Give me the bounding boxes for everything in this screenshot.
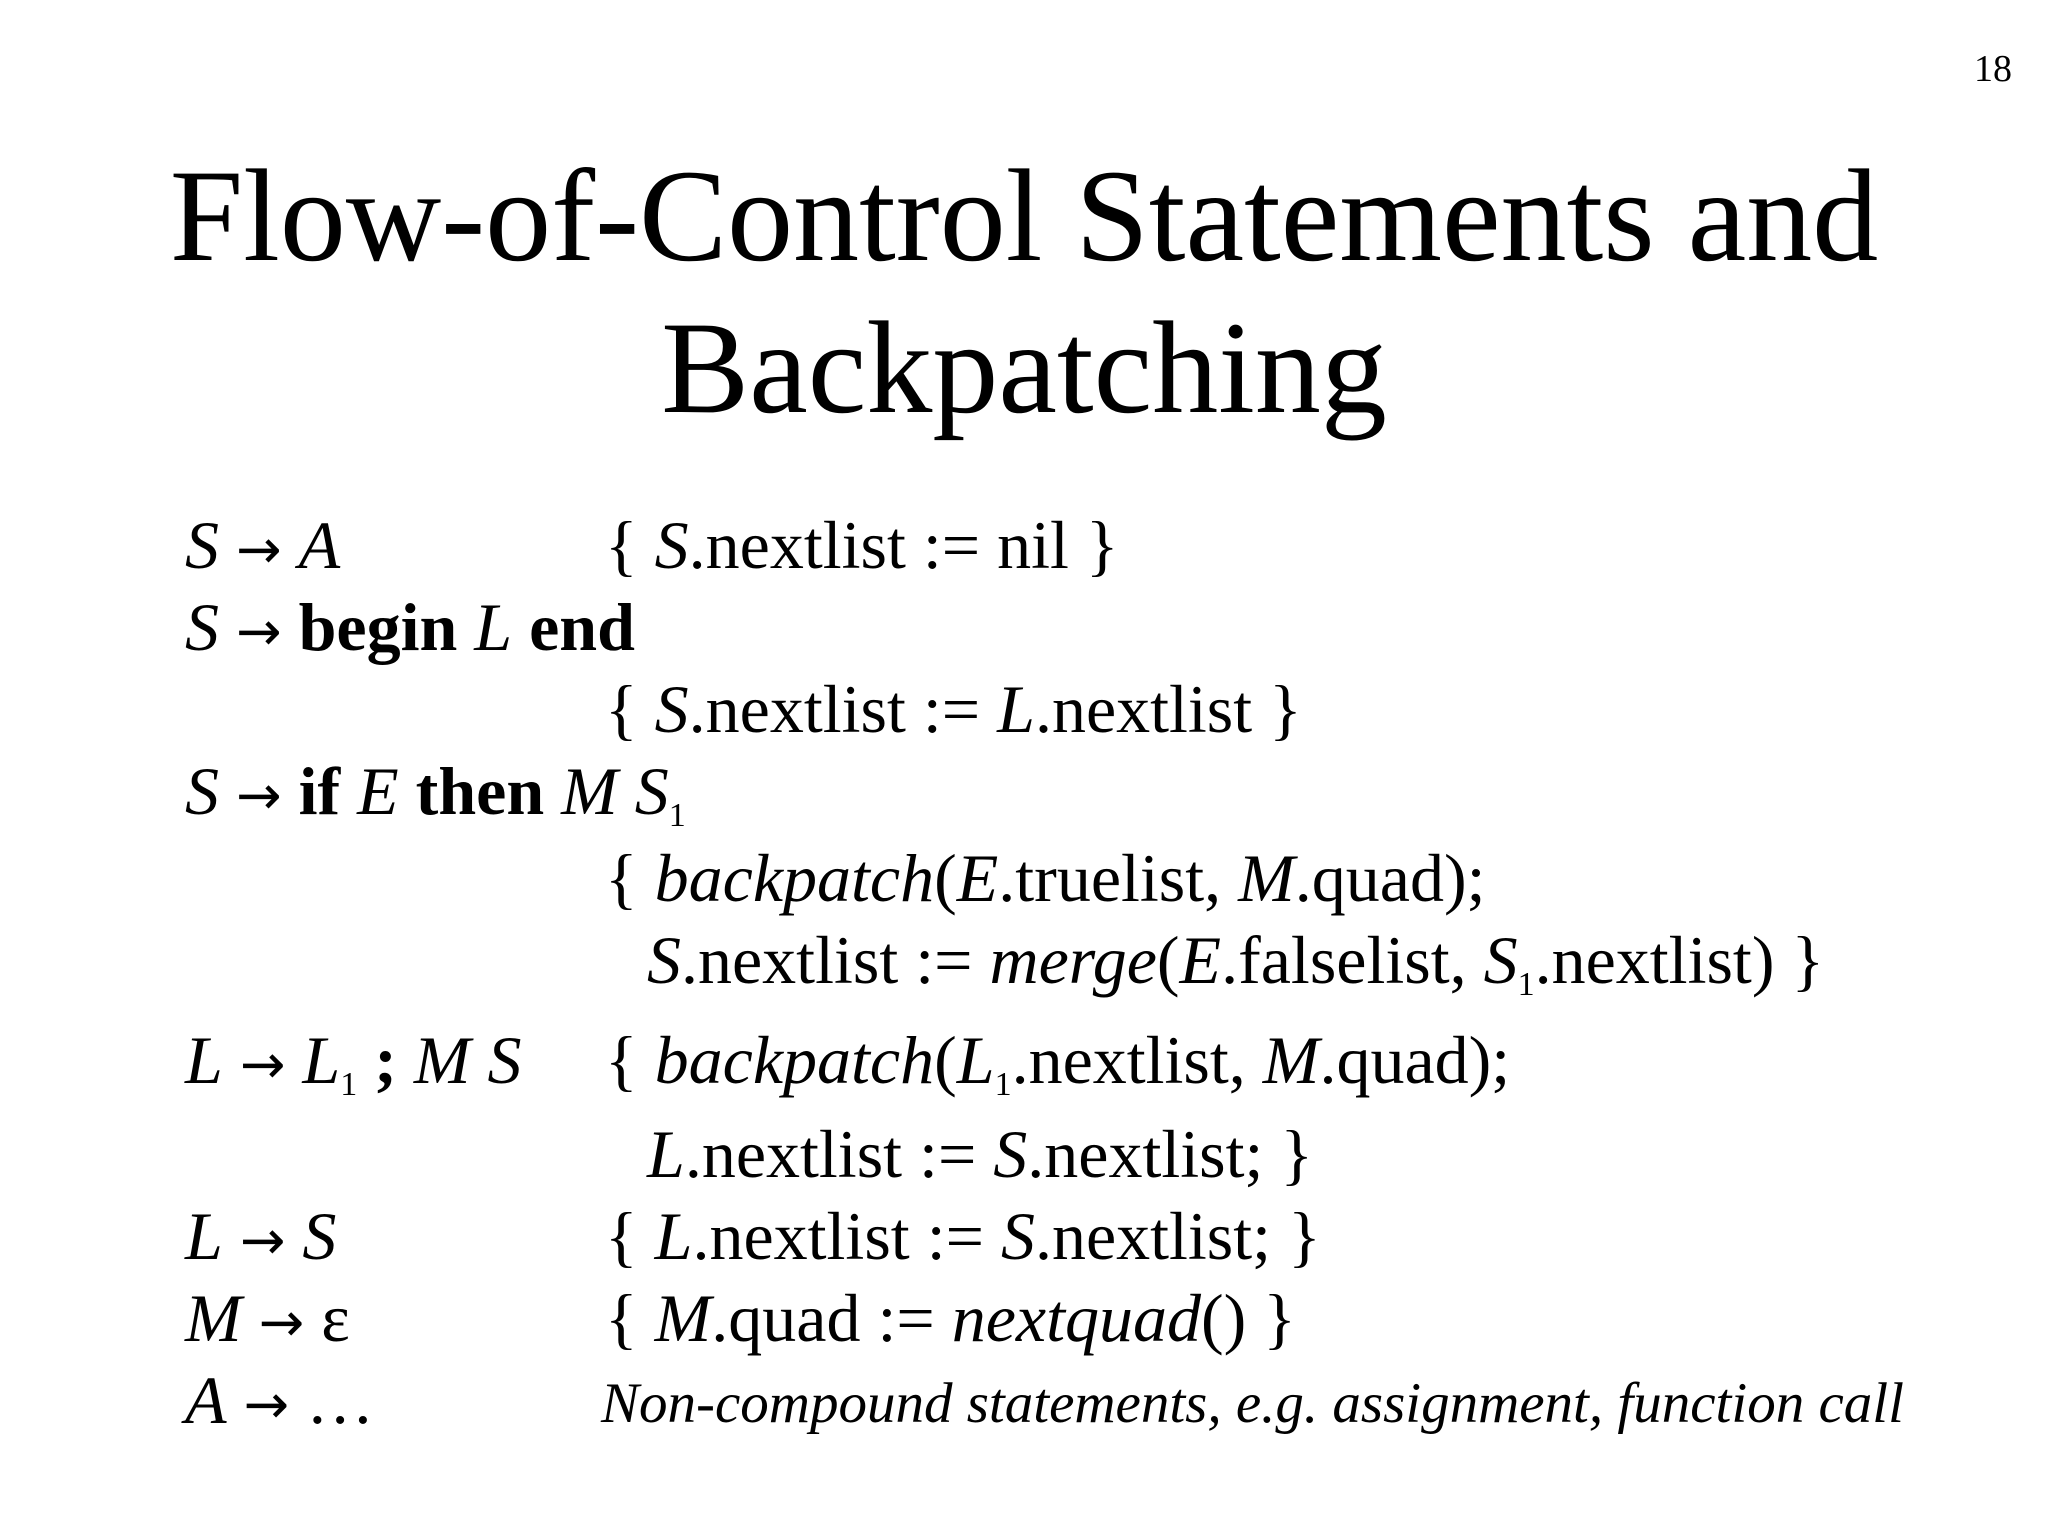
production: A → …: [185, 1362, 375, 1438]
slide-title: [0, 140, 2048, 444]
semantic-action: { S.nextlist := L.nextlist }: [605, 671, 1302, 747]
production: M → ε: [185, 1280, 350, 1356]
semantic-action: { S.nextlist := nil }: [605, 507, 1119, 583]
title-line-2: Backpatching: [661, 294, 1387, 441]
semantic-action-continued: S.nextlist := merge(E.falselist, $S_1.nextlist$) }: [647, 922, 1825, 1003]
production: S → if E then M $S_1$: [185, 753, 686, 834]
page-number: 18: [1974, 48, 2012, 90]
semantic-action-continued: L.nextlist := S.nextlist; }: [647, 1116, 1314, 1192]
title-line-1: Flow-of-Control Statements and: [169, 142, 1879, 289]
semantic-action: { $backpatch(L_1.nextlist$, M.quad);: [605, 1022, 1511, 1103]
production: S → begin L end: [185, 589, 635, 665]
production: $L \to L_1$ ; M S: [185, 1022, 522, 1103]
production: L → S: [185, 1198, 337, 1274]
semantic-action: { M.quad := nextquad() }: [605, 1280, 1296, 1356]
semantic-action: { L.nextlist := S.nextlist; }: [605, 1198, 1321, 1274]
production: S → A: [185, 507, 341, 583]
rule-note: Non-compound statements, e.g. assignment, function call: [601, 1372, 1904, 1435]
semantic-action: { backpatch(E.truelist, M.quad);: [605, 840, 1486, 916]
